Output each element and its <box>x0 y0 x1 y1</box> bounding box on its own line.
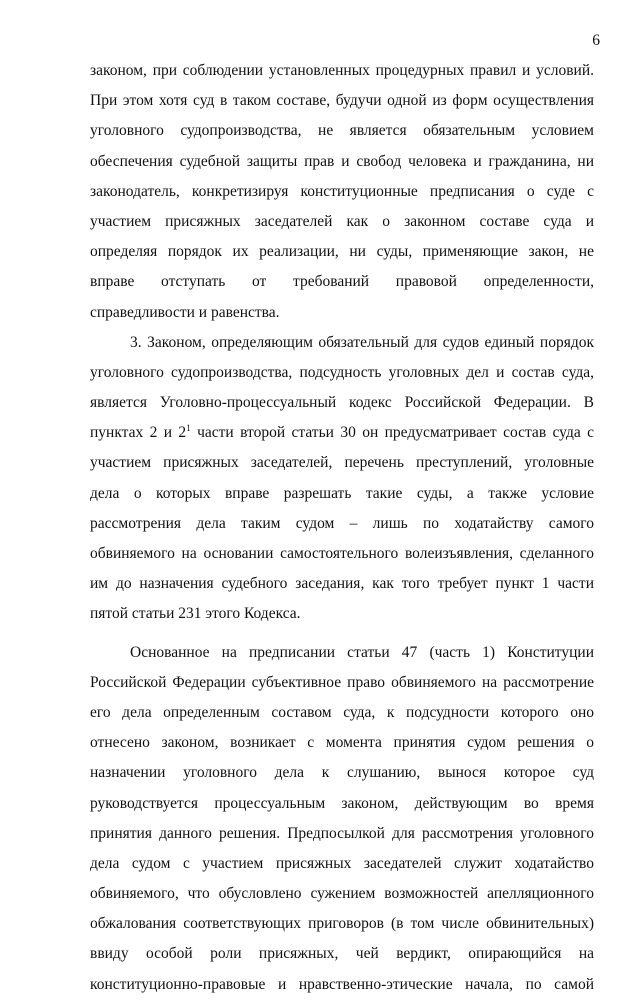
text-line: дела о которых вправе разрешать такие суды, а также условие <box>90 484 594 502</box>
text-line: определяя порядок их реализации, ни суды, применяющие закон, не <box>90 243 594 261</box>
text-line: справедливости и равенства. <box>90 303 280 321</box>
text-line: назначении уголовного дела к слушанию, вынося которое суд <box>90 764 594 782</box>
text-line: обвиняемого на основании самостоятельного волеизъявления, сделанного <box>90 545 594 562</box>
text-line: принятия данного решения. Предпосылкой для рассмотрения уголовного <box>90 824 594 842</box>
text-line: является Уголовно-процессуальный кодекс Российской Федерации. В <box>90 394 594 412</box>
text-line: обжалования соответствующих приговоров (в том числе обвинительных) <box>90 915 594 933</box>
text-line: вправе отступать от требований правовой определенности, <box>90 273 594 291</box>
text-line-with-superscript <box>90 418 594 448</box>
text-line: уголовного судопроизводства, подсудность уголовных дел и состав суда, <box>90 363 594 381</box>
text-line: При этом хотя суд в таком составе, будучи одной из форм осуществления <box>90 92 594 110</box>
text-line: ввиду особой роли присяжных, чей вердикт, опирающийся на <box>90 945 594 963</box>
paragraph-gap <box>90 630 594 638</box>
text-line: руководствуется процессуальным законом, действующим во время <box>90 794 594 812</box>
paragraph <box>90 328 594 630</box>
text-fragment: пунктах 2 и 2 <box>90 424 187 442</box>
text-line: участием присяжных заседателей как о законном составе суда и <box>90 212 594 230</box>
text-line: дела судом с участием присяжных заседателей служит ходатайство <box>90 854 594 872</box>
text-line: Российской Федерации субъективное право обвиняемого на рассмотрение <box>90 673 594 691</box>
text-line: рассмотрения дела таким судом – лишь по ходатайству самого <box>90 514 594 532</box>
document-body <box>90 56 594 1000</box>
text-line: отнесено законом, возникает с момента принятия судом решения о <box>90 734 594 752</box>
text-line: его дела определенным составом суда, к подсудности которого оно <box>90 703 594 721</box>
superscript: 1 <box>186 423 191 434</box>
text-line: им до назначения судебного заседания, как того требует пункт 1 части <box>90 575 594 593</box>
text-line: конституционно-правовые и нравственно-этические начала, по самой <box>90 975 594 993</box>
page-number: 6 <box>592 32 600 49</box>
text-line: Основанное на предписании статьи 47 (часть 1) Конституции <box>130 643 594 661</box>
text-line: законодатель, конкретизируя конституционные предписания о суде с <box>90 182 594 200</box>
text-line: участием присяжных заседателей, перечень преступлений, уголовные <box>90 454 594 472</box>
text-line: 3. Законом, определяющим обязательный для судов единый порядок <box>130 333 594 351</box>
text-line: законом, при соблюдении установленных процедурных правил и условий. <box>90 62 594 79</box>
text-line: обвиняемого, что обусловлено сужением возможностей апелляционного <box>90 885 594 903</box>
text-line: обеспечения судебной защиты прав и свобод человека и гражданина, ни <box>90 152 594 170</box>
text-line: пятой статьи 231 этого Кодекса. <box>90 605 301 623</box>
text-line: уголовного судопроизводства, не является обязательным условием <box>90 122 594 140</box>
paragraph <box>90 56 594 328</box>
text-fragment: части второй статьи 30 он предусматривает состав суда с <box>190 424 594 442</box>
paragraph <box>90 638 594 1000</box>
